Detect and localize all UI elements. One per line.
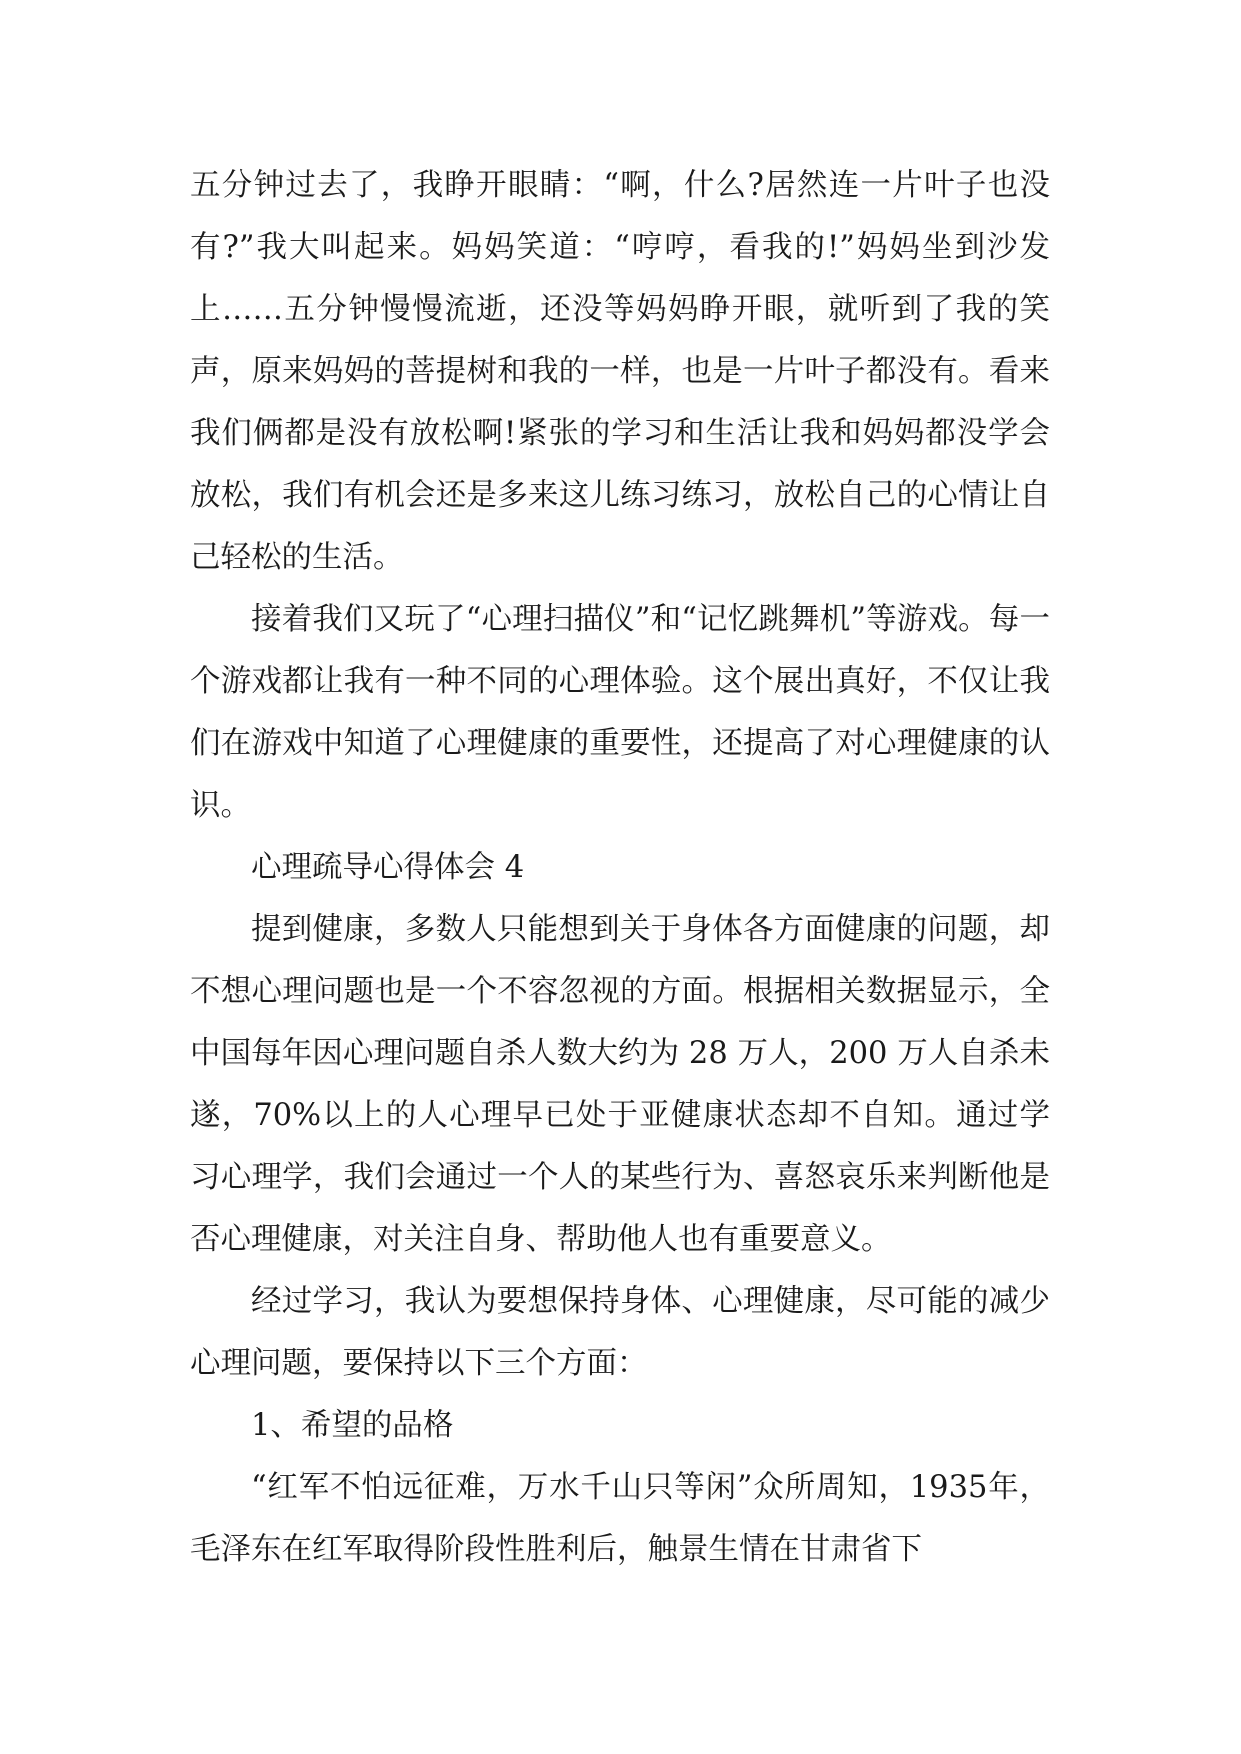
paragraph-1: 五分钟过去了，我睁开眼睛：“啊，什么?居然连一片叶子也没有?”我大叫起来。妈妈笑道：“哼哼，看我的!”妈妈坐到沙发上……五分钟慢慢流逝，还没等妈妈睁开眼，就听到了我的笑声，原来妈妈的菩提树和我的一样，也是一片叶子都没有。看来我们俩都是没有放松啊!紧张的学习和生活让我和妈妈都没学会放松，我们有机会还是多来这儿练习练习，放松自己的心情让自己轻松的生活。 xyxy=(190,168,1050,575)
section-heading-4: 心理疏导心得体会 4 xyxy=(251,850,525,885)
paragraph-4: 经过学习，我认为要想保持身体、心理健康，尽可能的减少心理问题，要保持以下三个方面： xyxy=(190,1284,1050,1381)
document-page xyxy=(190,155,1050,1581)
paragraph-2: 接着我们又玩了“心理扫描仪”和“记忆跳舞机”等游戏。每一个游戏都让我有一种不同的心理体验。这个展出真好，不仅让我们在游戏中知道了心理健康的重要性，还提高了对心理健康的认识。 xyxy=(190,602,1050,823)
paragraph-5: “红军不怕远征难，万水千山只等闲”众所周知，1935年，毛泽东在红军取得阶段性胜利后，触景生情在甘肃省下 xyxy=(190,1470,1050,1567)
subheading-hope: 1、希望的品格 xyxy=(251,1408,454,1443)
paragraph-3: 提到健康，多数人只能想到关于身体各方面健康的问题，却不想心理问题也是一个不容忽视的方面。根据相关数据显示，全中国每年因心理问题自杀人数大约为 28 万人，200 万人自杀未遂，70%以上的人心理早已处于亚健康状态却不自知。通过学习心理学，我们会通过一个人的某些行为、喜怒哀乐来判断他是否心理健康，对关注自身、帮助他人也有重要意义。 xyxy=(190,912,1050,1257)
